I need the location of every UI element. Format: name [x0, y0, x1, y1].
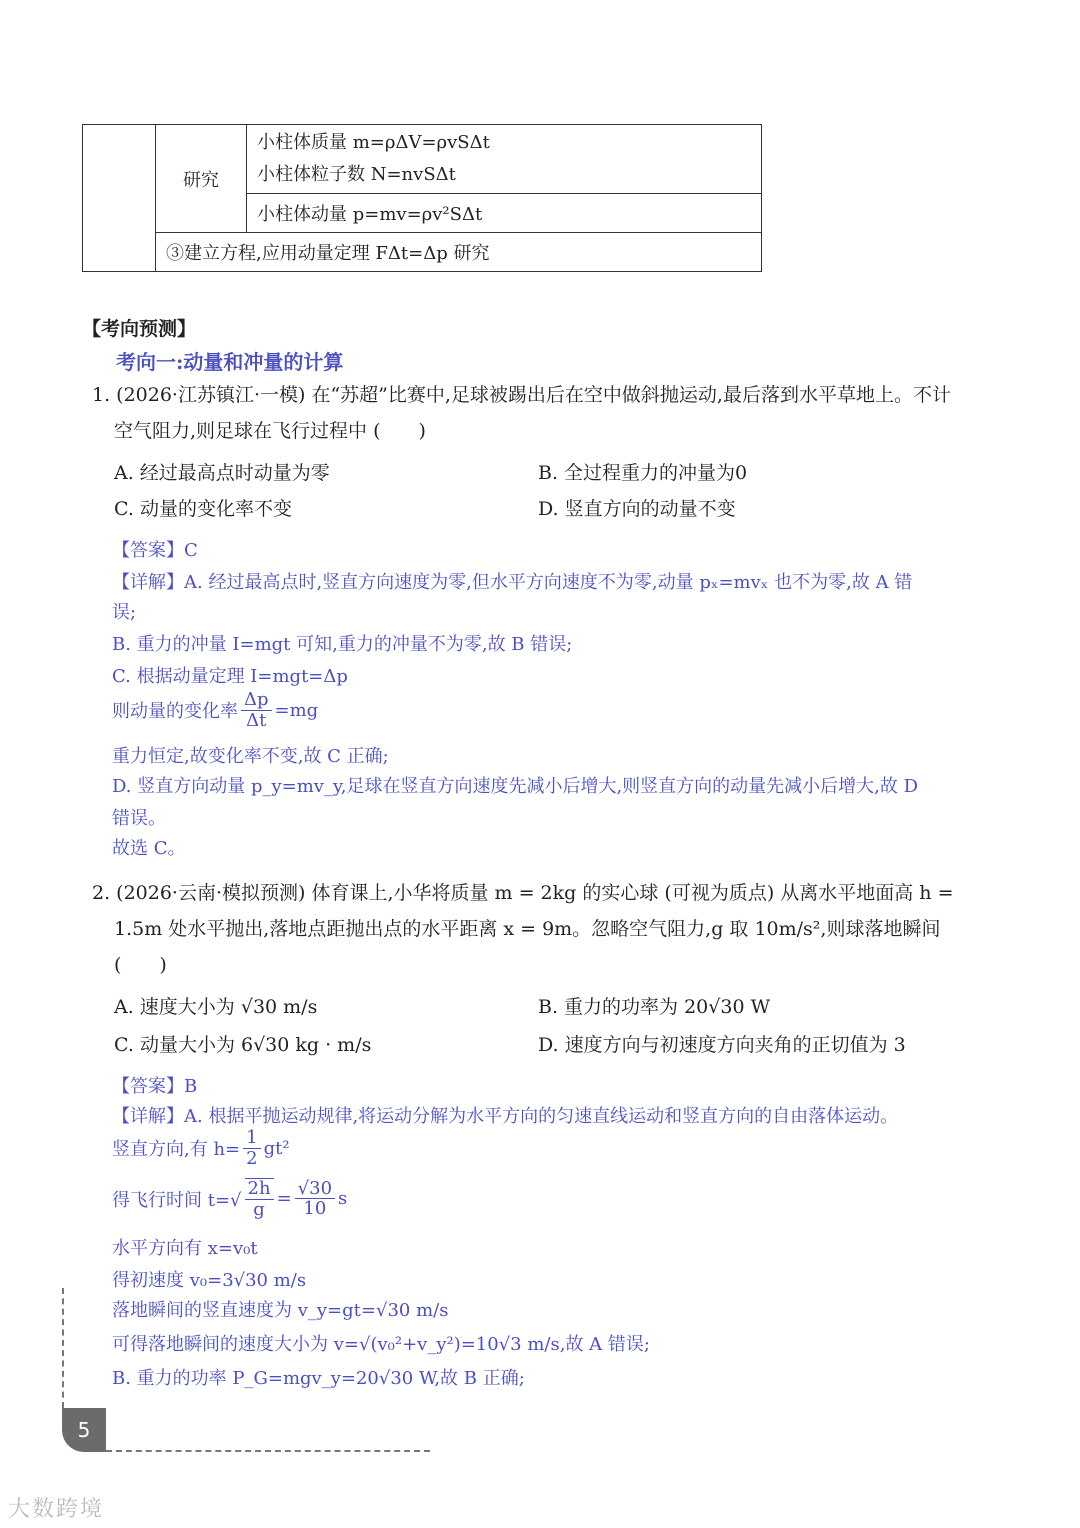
q2-stem-line3: ( ) [114, 954, 167, 976]
q1-option-c: C. 动量的变化率不变 [114, 498, 292, 520]
watermark-logo: 大数跨境 [8, 1497, 105, 1522]
q1-option-a: A. 经过最高点时动量为零 [114, 462, 330, 484]
q2-option-b: B. 重力的功率为 20√30 W [538, 996, 771, 1018]
q2-explain-3-pre: 得飞行时间 t=√ [112, 1189, 242, 1211]
q1-answer: 【答案】C [112, 540, 198, 561]
q2-explain-3-post: s [338, 1188, 348, 1210]
q2-explain-6: 落地瞬间的竖直速度为 v_y=gt=√30 m/s [112, 1300, 449, 1321]
q2-half-fraction [243, 1128, 260, 1169]
page-number: 5 [62, 1408, 106, 1452]
table-cell-empty [83, 125, 156, 272]
q2-explain-5: 得初速度 v₀=3√30 m/s [112, 1270, 307, 1291]
q2-option-a: A. 速度大小为 √30 m/s [114, 996, 318, 1018]
q2-answer: 【答案】B [112, 1076, 198, 1097]
q1-explain-7: D. 竖直方向动量 p_y=mv_y,足球在竖直方向速度先减小后增大,则竖直方向的动量先减小后增大,故 D [112, 776, 919, 797]
q2-sqrt-fraction [245, 1178, 274, 1220]
q2-explain-4: 水平方向有 x=v₀t [112, 1238, 258, 1259]
fraction-numerator: √30 [295, 1179, 335, 1200]
q1-explain-5-pre: 则动量的变化率 [112, 701, 238, 723]
table-text-mass: 小柱体质量 m=ρΔV=ρvSΔt [257, 132, 490, 153]
q2-explain-3-mid: = [276, 1188, 292, 1210]
fraction-denominator: Δt [246, 709, 267, 731]
section-title: 【考向预测】 [82, 318, 197, 340]
fraction-denominator: 2 [246, 1147, 258, 1169]
sub-title: 考向一:动量和冲量的计算 [116, 350, 344, 374]
fraction-numerator: 1 [243, 1128, 260, 1149]
table-cell-equation: ③建立方程,应用动量定理 FΔt=Δp 研究 [156, 233, 762, 272]
fraction-denominator: g [253, 1198, 265, 1220]
q1-stem-line2: 空气阻力,则足球在飞行过程中 ( ) [114, 420, 426, 442]
q1-stem-line1: 1. (2026·江苏镇江·一模) 在“苏超”比赛中,足球被踢出后在空中做斜抛运动,最后落到水平草地上。不计 [92, 384, 951, 406]
fraction-numerator: Δp [241, 690, 272, 711]
q2-time-fraction [295, 1179, 335, 1220]
q1-option-b: B. 全过程重力的冲量为0 [538, 462, 748, 484]
q2-explain-3 [112, 1178, 347, 1220]
table-cell-mass [247, 125, 762, 194]
q1-explain-9: 故选 C。 [112, 838, 186, 859]
q2-stem-line2: 1.5m 处水平抛出,落地点距抛出点的水平距离 x = 9m。忽略空气阻力,g 取 10m/s²,则球落地瞬间 [114, 918, 941, 940]
table-text-count: 小柱体粒子数 N=nvSΔt [257, 164, 456, 185]
q2-explain-1: 【详解】A. 根据平抛运动规律,将运动分解为水平方向的匀速直线运动和竖直方向的自由落体运动。 [112, 1106, 899, 1127]
q1-explain-8: 错误。 [112, 808, 166, 829]
q1-explain-3: B. 重力的冲量 I=mgt 可知,重力的冲量不为零,故 B 错误; [112, 634, 573, 655]
fraction-denominator: 10 [303, 1198, 327, 1220]
q2-explain-2-pre: 竖直方向,有 h= [112, 1139, 241, 1161]
q2-explain-2 [112, 1128, 290, 1169]
table-cell-label: 研究 [156, 125, 247, 233]
page-margin-dashline [62, 1288, 64, 1408]
q1-explain-5-post: =mg [274, 699, 319, 721]
q2-option-d: D. 速度方向与初速度方向夹角的正切值为 3 [538, 1034, 906, 1056]
q1-explain-1: 【详解】A. 经过最高点时,竖直方向速度为零,但水平方向速度不为零,动量 pₓ=mvₓ 也不为零,故 A 错 [112, 572, 913, 593]
q2-explain-2-post: gt² [263, 1137, 290, 1159]
q2-option-c: C. 动量大小为 6√30 kg · m/s [114, 1034, 372, 1056]
q1-explain-6: 重力恒定,故变化率不变,故 C 正确; [112, 746, 389, 767]
table-cell-momentum: 小柱体动量 p=mv=ρv²SΔt [247, 194, 762, 233]
q1-explain-4: C. 根据动量定理 I=mgt=Δp [112, 666, 348, 687]
fraction-numerator: 2h [245, 1179, 274, 1200]
q1-rate-fraction [241, 690, 272, 731]
q2-stem-line1: 2. (2026·云南·模拟预测) 体育课上,小华将质量 m = 2kg 的实心球 (可视为质点) 从离水平地面高 h = [92, 882, 954, 904]
q1-explain-2: 误; [112, 602, 137, 623]
q1-option-d: D. 竖直方向的动量不变 [538, 498, 736, 520]
q2-explain-7: 可得落地瞬间的速度大小为 v=√(v₀²+v_y²)=10√3 m/s,故 A 错误; [112, 1334, 650, 1355]
q1-explain-5 [112, 690, 318, 731]
method-table [82, 124, 762, 272]
page-bottom-dashline [106, 1450, 430, 1452]
q2-explain-8: B. 重力的功率 P_G=mgv_y=20√30 W,故 B 正确; [112, 1368, 525, 1389]
